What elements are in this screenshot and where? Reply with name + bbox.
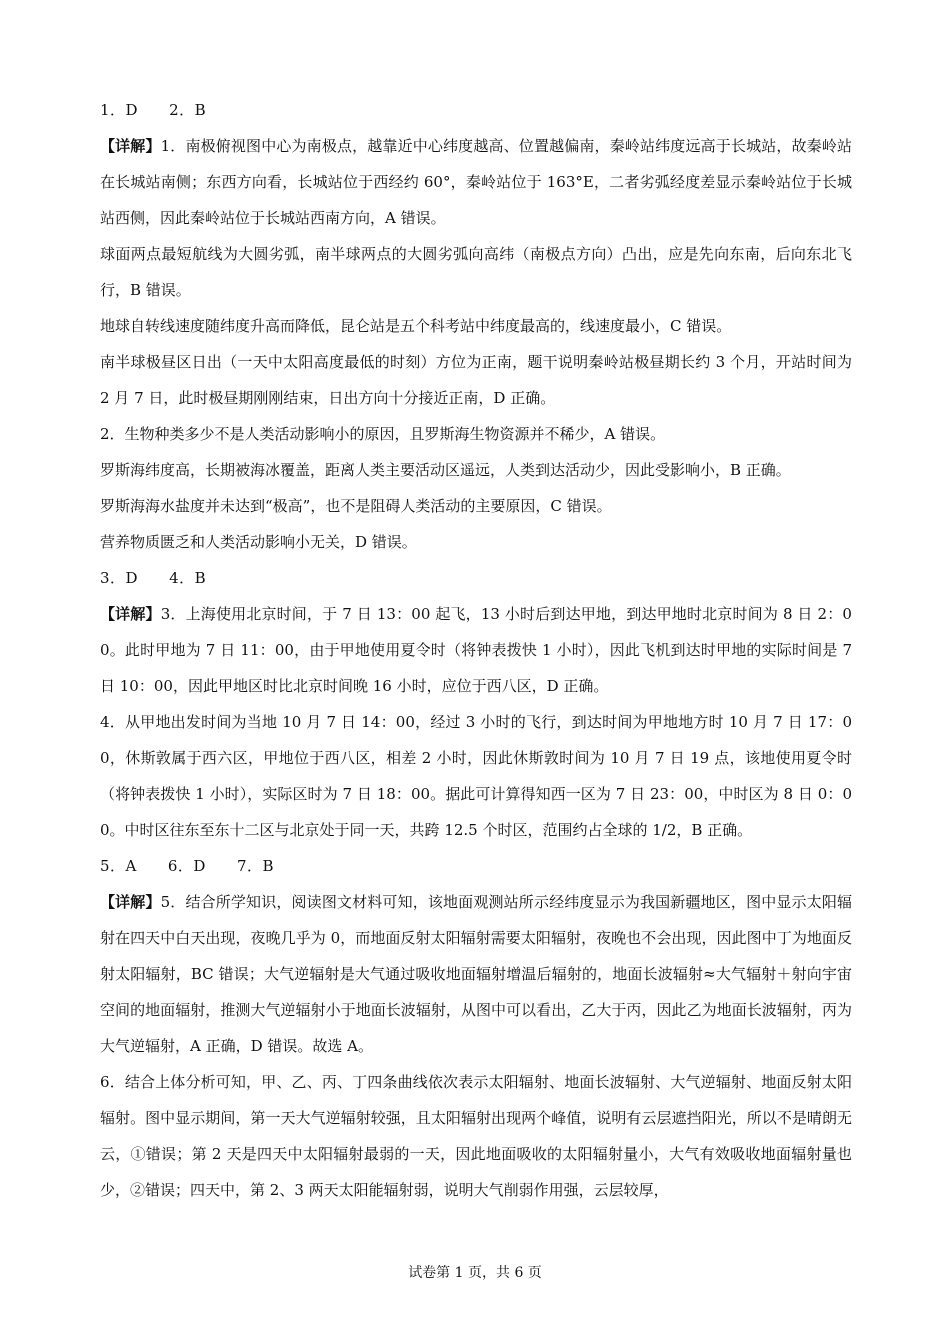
explanation-paragraph bbox=[100, 452, 852, 488]
detail-label: 【详解】 bbox=[100, 137, 161, 155]
paragraph-text: 南半球极昼区日出（一天中太阳高度最低的时刻）方位为正南，题干说明秦岭站极昼期长约 3 个月，开站时间为 2 月 7 日，此时极昼期刚刚结束，日出方向十分接近正南，D 正确。 bbox=[100, 353, 852, 407]
answer-key-line bbox=[100, 92, 852, 128]
paragraph-text: 5．结合所学知识，阅读图文材料可知，该地面观测站所示经纬度显示为我国新疆地区，图中显示太阳辐射在四天中白天出现，夜晚几乎为 0，而地面反射太阳辐射需要太阳辐射，夜晚也不会出现，因此图中丁为地面反射太阳辐射，BC 错误；大气逆辐射是大气通过吸收地面辐射增温后辐射的，地面长波辐射≈大气辐射＋射向宇宙空间的地面辐射，推测大气逆辐射小于地面长波辐射，从图中可以看出，乙大于丙，因此乙为地面长波辐射，丙为大气逆辐射，A 正确，D 错误。故选 A。 bbox=[100, 893, 852, 1055]
paragraph-text: 营养物质匮乏和人类活动影响小无关，D 错误。 bbox=[100, 533, 417, 551]
answer-key-line bbox=[100, 560, 852, 596]
answer-key-text: 1．D 2．B bbox=[100, 101, 207, 119]
explanation-paragraph bbox=[100, 1064, 852, 1208]
detail-paragraph bbox=[100, 596, 852, 704]
page-footer: 试卷第 1 页，共 6 页 bbox=[408, 1265, 542, 1281]
paragraph-text: 1．南极俯视图中心为南极点，越靠近中心纬度越高、位置越偏南，秦岭站纬度远高于长城站，故秦岭站在长城站南侧；东西方向看，长城站位于西经约 60°，秦岭站位于 163°E，二者劣弧经度差显示秦岭站位于长城站西侧，因此秦岭站位于长城站西南方向，A 错误。 bbox=[100, 137, 852, 227]
detail-paragraph bbox=[100, 884, 852, 1064]
answer-key-text: 5．A 6．D 7．B bbox=[100, 857, 275, 875]
paragraph-text: 2．生物种类多少不是人类活动影响小的原因，且罗斯海生物资源并不稀少，A 错误。 bbox=[100, 425, 666, 443]
explanation-paragraph bbox=[100, 308, 852, 344]
paragraph-text: 罗斯海纬度高，长期被海冰覆盖，距离人类主要活动区遥远，人类到达活动少，因此受影响小，B 正确。 bbox=[100, 461, 791, 479]
explanation-paragraph bbox=[100, 236, 852, 308]
explanation-paragraph bbox=[100, 416, 852, 452]
answer-content bbox=[100, 92, 852, 1208]
paragraph-text: 地球自转线速度随纬度升高而降低，昆仑站是五个科考站中纬度最高的，线速度最小，C 错误。 bbox=[100, 317, 732, 335]
explanation-paragraph bbox=[100, 488, 852, 524]
explanation-paragraph bbox=[100, 704, 852, 848]
explanation-paragraph bbox=[100, 344, 852, 416]
paragraph-text: 6．结合上体分析可知，甲、乙、丙、丁四条曲线依次表示太阳辐射、地面长波辐射、大气逆辐射、地面反射太阳辐射。图中显示期间，第一天大气逆辐射较强，且太阳辐射出现两个峰值，说明有云层遮挡阳光，所以不是晴朗无云，①错误；第 2 天是四天中太阳辐射最弱的一天，因此地面吸收的太阳辐射量小，大气有效吸收地面辐射量也少，②错误；四天中，第 2、3 两天太阳能辐射弱，说明大气削弱作用强，云层较厚， bbox=[100, 1073, 852, 1199]
answer-key-line bbox=[100, 848, 852, 884]
paragraph-text: 4．从甲地出发时间为当地 10 月 7 日 14：00，经过 3 小时的飞行，到达时间为甲地地方时 10 月 7 日 17：00，休斯敦属于西六区，甲地位于西八区，相差 2 小时，因此休斯敦时间为 10 月 7 日 19 点，该地使用夏令时（将钟表拨快 1 小时），实际区时为 7 日 18：00。据此可计算得知西一区为 7 日 23：00，中时区为 8 日 0：00。中时区往东至东十二区与北京处于同一天，共跨 12.5 个时区，范围约占全球的 1/2，B 正确。 bbox=[100, 713, 852, 839]
detail-label: 【详解】 bbox=[100, 893, 161, 911]
paragraph-text: 罗斯海海水盐度并未达到“极高”，也不是阻碍人类活动的主要原因，C 错误。 bbox=[100, 497, 612, 515]
answer-key-text: 3．D 4．B bbox=[100, 569, 207, 587]
paragraph-text: 球面两点最短航线为大圆劣弧，南半球两点的大圆劣弧向高纬（南极点方向）凸出，应是先向东南，后向东北飞行，B 错误。 bbox=[100, 245, 852, 299]
detail-paragraph bbox=[100, 128, 852, 236]
explanation-paragraph bbox=[100, 524, 852, 560]
detail-label: 【详解】 bbox=[100, 605, 161, 623]
paragraph-text: 3．上海使用北京时间，于 7 日 13：00 起飞，13 小时后到达甲地，到达甲地时北京时间为 8 日 2：00。此时甲地为 7 日 11：00，由于甲地使用夏令时（将钟表拨快 1 小时），因此飞机到达时甲地的实际时间是 7 日 10：00，因此甲地区时比北京时间晚 16 小时，应位于西八区，D 正确。 bbox=[100, 605, 852, 695]
